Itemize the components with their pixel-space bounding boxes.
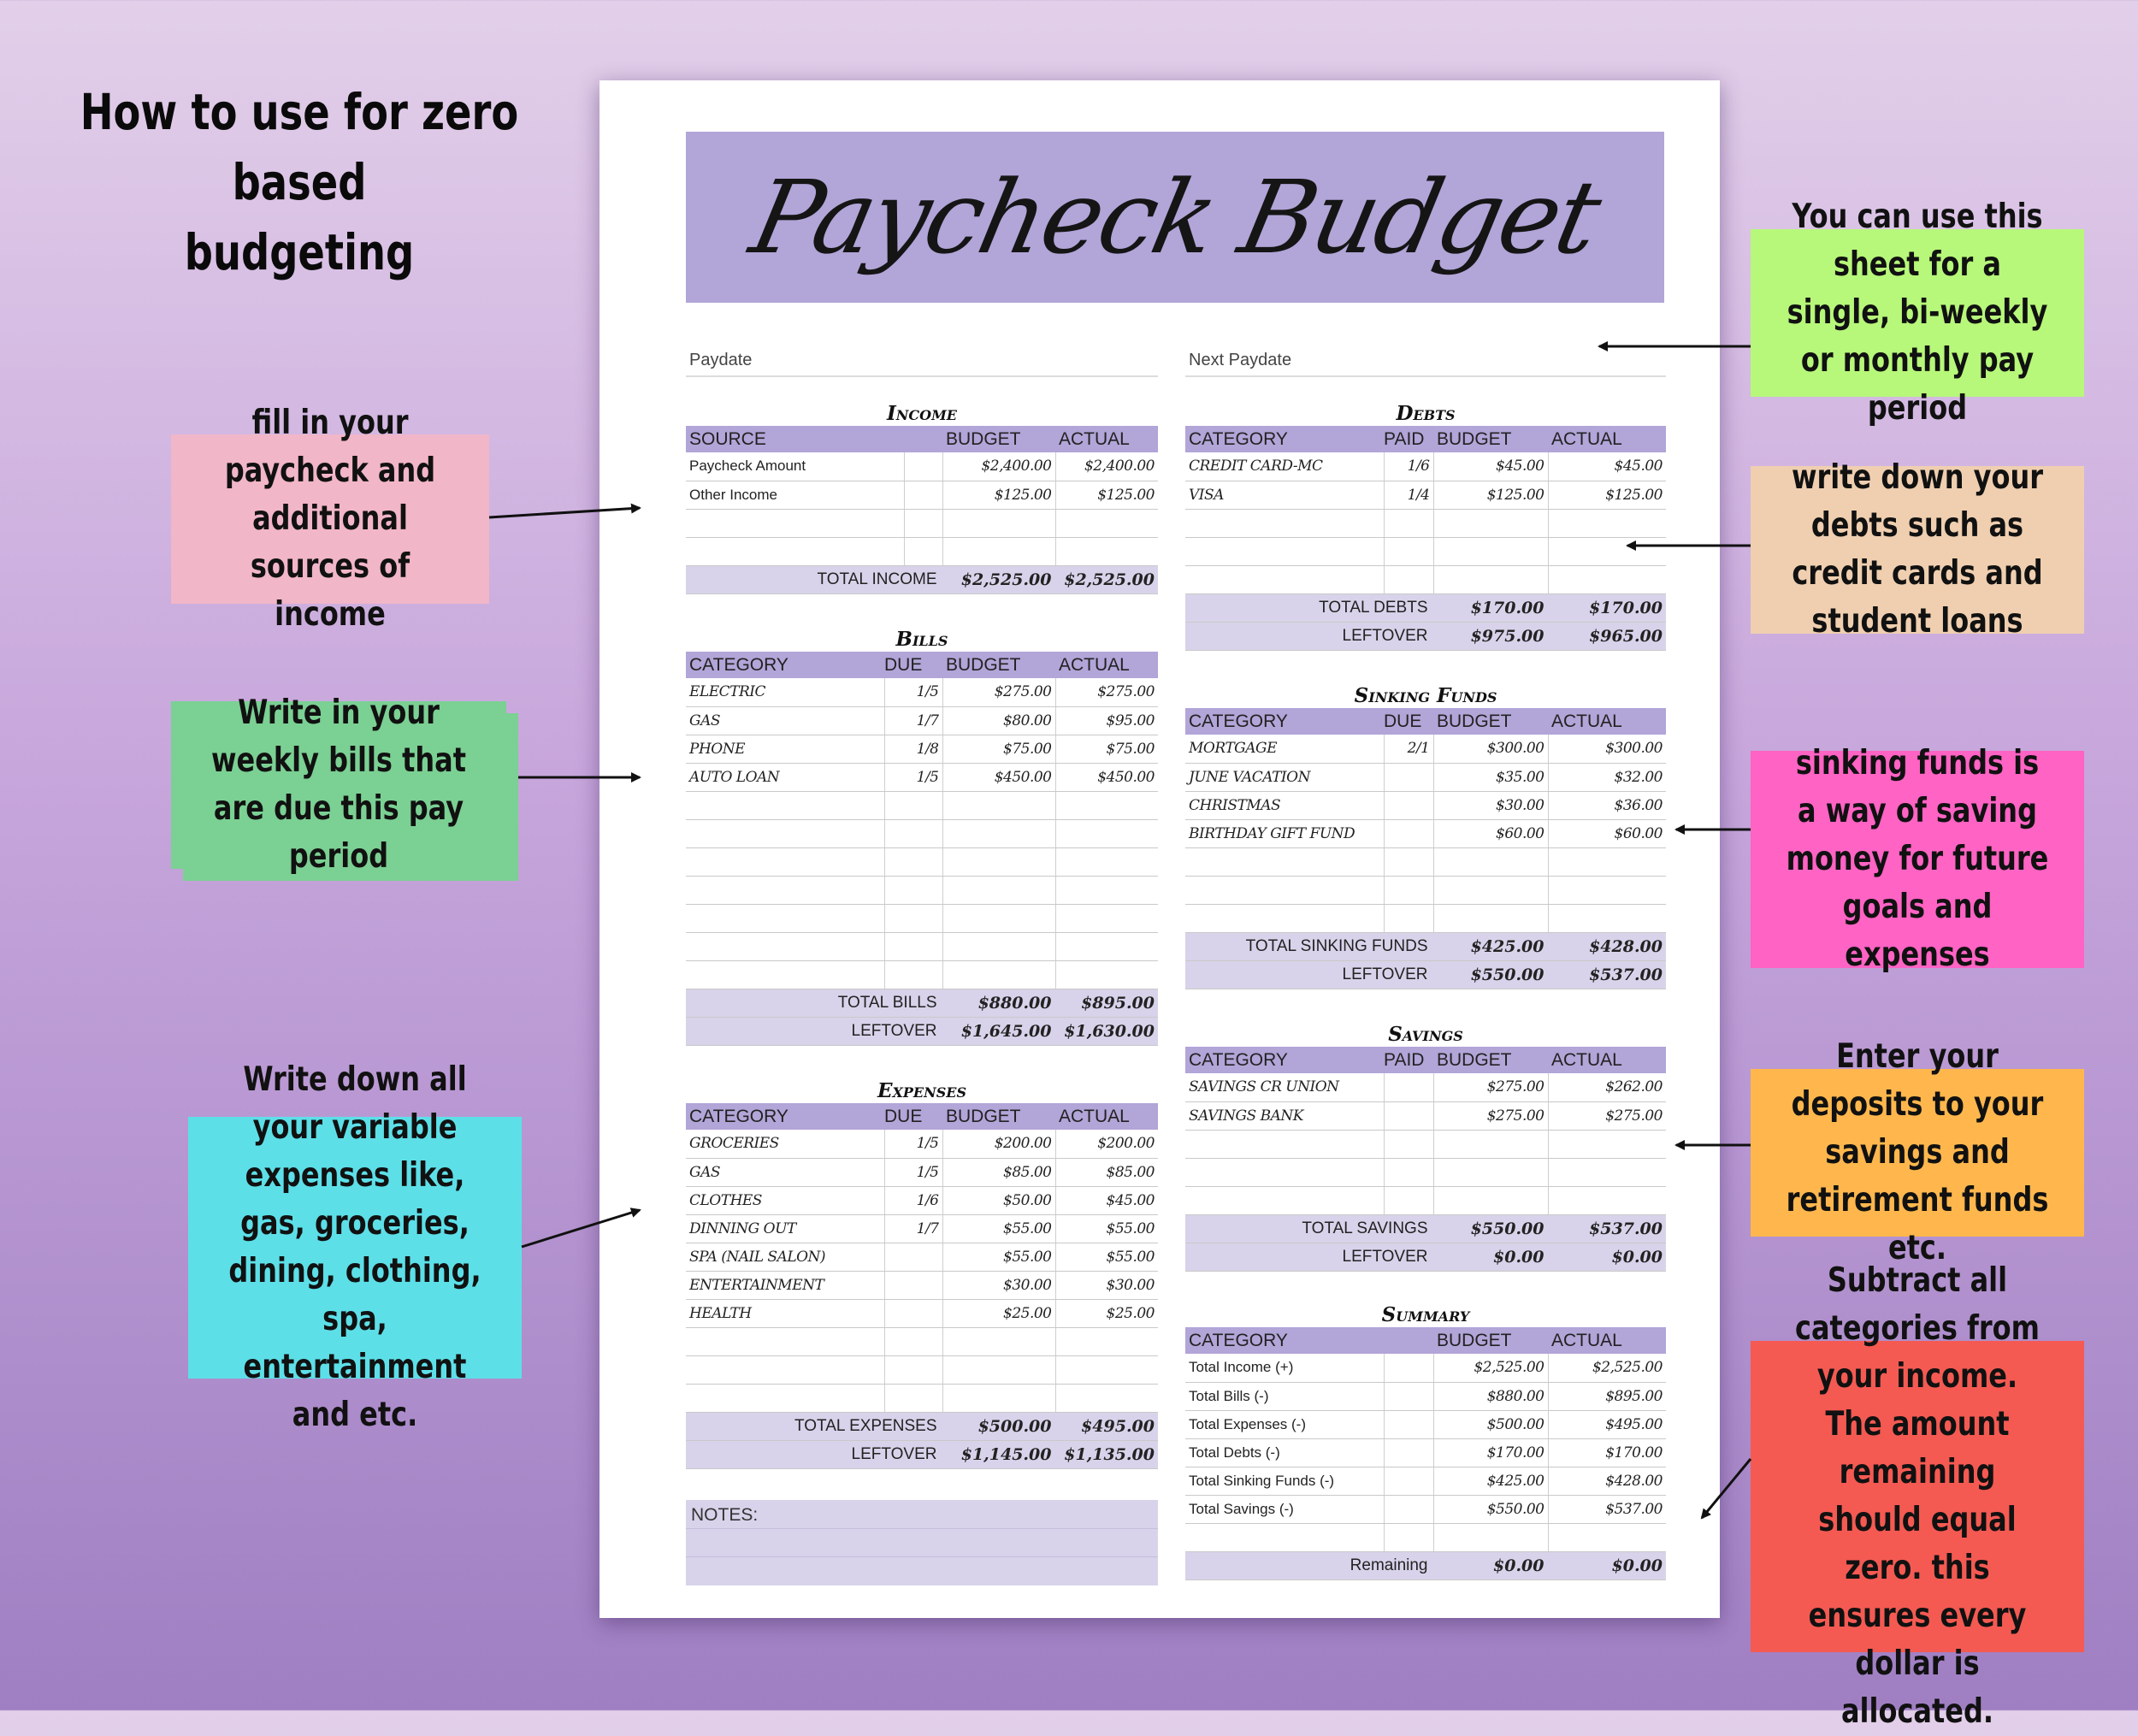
table-cell[interactable]: $45.00 (1055, 1186, 1158, 1214)
column-header: CATEGORY (686, 652, 884, 678)
table-cell[interactable]: $50.00 (942, 1186, 1055, 1214)
total-value: $500.00 (942, 1412, 1055, 1440)
total-label: LEFTOVER (1185, 622, 1433, 650)
column-header: CATEGORY (1185, 708, 1384, 735)
total-value: $880.00 (942, 989, 1055, 1017)
table-cell[interactable]: $500.00 (1433, 1410, 1548, 1438)
total-value: $170.00 (1433, 593, 1548, 622)
column-header: DUE (1384, 708, 1433, 735)
table-cell[interactable]: 1/7 (884, 1214, 942, 1243)
column-header: BUDGET (1433, 1327, 1548, 1354)
total-value: $1,645.00 (942, 1017, 1055, 1045)
table-cell[interactable]: MORTGAGE (1185, 735, 1384, 763)
heading-line-1: How to use for zero based (80, 83, 519, 211)
table-cell[interactable]: VISA (1185, 481, 1384, 509)
column-header: BUDGET (942, 426, 1055, 452)
column-header: DUE (884, 652, 942, 678)
table-cell[interactable]: 1/5 (884, 763, 942, 791)
table-cell[interactable]: BIRTHDAY GIFT FUND (1185, 819, 1384, 847)
total-value: $1,630.00 (1055, 1017, 1158, 1045)
total-value: $0.00 (1433, 1551, 1548, 1580)
column-header: BUDGET (942, 1103, 1055, 1130)
paydate-field[interactable]: Paydate (686, 351, 1158, 377)
total-value: $965.00 (1548, 622, 1666, 650)
table-cell[interactable]: SAVINGS CR UNION (1185, 1073, 1384, 1101)
total-value: $550.00 (1433, 960, 1548, 989)
arrow-expenses (522, 1210, 640, 1247)
total-label: TOTAL BILLS (686, 989, 942, 1017)
total-value: $975.00 (1433, 622, 1548, 650)
table-cell[interactable]: SPA (NAIL SALON) (686, 1243, 884, 1271)
table-cell[interactable]: $2,525.00 (1548, 1354, 1666, 1382)
total-value: $2,525.00 (942, 565, 1055, 593)
table-cell[interactable]: $25.00 (1055, 1299, 1158, 1327)
table-cell[interactable]: $495.00 (1548, 1410, 1666, 1438)
total-value: $170.00 (1548, 593, 1666, 622)
savings-title: Savings (1388, 1023, 1463, 1046)
notes-label: NOTES: (691, 1505, 759, 1525)
table-cell[interactable]: $55.00 (942, 1243, 1055, 1271)
column-header: PAID (1384, 1047, 1433, 1073)
table-cell[interactable]: 1/4 (1384, 481, 1433, 509)
table-cell[interactable]: $55.00 (1055, 1214, 1158, 1243)
table-cell[interactable]: CHRISTMAS (1185, 791, 1384, 819)
total-label: TOTAL EXPENSES (686, 1412, 942, 1440)
table-cell[interactable]: 1/6 (884, 1186, 942, 1214)
table-cell[interactable]: $30.00 (942, 1271, 1055, 1299)
table-cell[interactable]: $125.00 (1433, 481, 1548, 509)
note-savings: Enter your deposits to your savings and retirement funds etc. (1751, 1069, 2084, 1237)
table-cell[interactable]: $125.00 (942, 481, 1055, 509)
table-cell[interactable]: $60.00 (1433, 819, 1548, 847)
total-value: $537.00 (1548, 1214, 1666, 1243)
total-value: $425.00 (1433, 932, 1548, 960)
table-cell[interactable]: $200.00 (1055, 1130, 1158, 1158)
table-cell[interactable]: GAS (686, 706, 884, 735)
table-cell[interactable]: $262.00 (1548, 1073, 1666, 1101)
table-cell[interactable]: $36.00 (1548, 791, 1666, 819)
note-income: fill in your paycheck and additional sources of income (171, 434, 489, 604)
table-cell[interactable]: SAVINGS BANK (1185, 1101, 1384, 1130)
table-cell[interactable]: JUNE VACATION (1185, 763, 1384, 791)
table-cell[interactable]: $170.00 (1548, 1438, 1666, 1467)
total-label: LEFTOVER (686, 1017, 942, 1045)
table-cell[interactable]: $30.00 (1055, 1271, 1158, 1299)
table-cell[interactable]: Total Savings (-) (1185, 1495, 1384, 1523)
table-cell[interactable]: ENTERTAINMENT (686, 1271, 884, 1299)
table-cell[interactable]: DINNING OUT (686, 1214, 884, 1243)
table-cell[interactable]: 1/7 (884, 706, 942, 735)
total-value: $495.00 (1055, 1412, 1158, 1440)
table-cell[interactable]: GROCERIES (686, 1130, 884, 1158)
summary-title: Summary (1381, 1303, 1470, 1326)
table-cell[interactable]: Total Income (+) (1185, 1354, 1384, 1382)
table-cell[interactable]: ELECTRIC (686, 678, 884, 706)
note-sinking-funds: sinking funds is a way of saving money for future goals and expenses (1751, 751, 2084, 968)
table-cell[interactable]: $2,400.00 (942, 452, 1055, 481)
next-paydate-field[interactable]: Next Paydate (1185, 351, 1666, 377)
table-cell[interactable]: Paycheck Amount (686, 452, 904, 481)
table-cell[interactable]: $125.00 (1548, 481, 1666, 509)
total-value: $428.00 (1548, 932, 1666, 960)
table-cell[interactable]: 1/5 (884, 678, 942, 706)
total-label: TOTAL SINKING FUNDS (1185, 932, 1433, 960)
total-value: $1,135.00 (1055, 1440, 1158, 1468)
column-header: BUDGET (1433, 426, 1548, 452)
total-label: LEFTOVER (1185, 1243, 1433, 1271)
table-cell[interactable]: $45.00 (1433, 452, 1548, 481)
note-expenses: Write down all your variable expenses like, gas, groceries, dining, clothing, spa, entertainment and etc. (188, 1117, 522, 1379)
table-cell[interactable]: Total Sinking Funds (-) (1185, 1467, 1384, 1495)
total-label: LEFTOVER (1185, 960, 1433, 989)
table-cell[interactable]: $45.00 (1548, 452, 1666, 481)
total-value: $1,145.00 (942, 1440, 1055, 1468)
table-cell[interactable]: Total Debts (-) (1185, 1438, 1384, 1467)
total-label: TOTAL INCOME (686, 565, 942, 593)
table-cell[interactable]: 1/8 (884, 735, 942, 763)
column-header: BUDGET (1433, 708, 1548, 735)
table-cell[interactable]: $60.00 (1548, 819, 1666, 847)
table-cell[interactable]: $275.00 (1433, 1101, 1548, 1130)
table-cell[interactable]: 2/1 (1384, 735, 1433, 763)
column-header: BUDGET (1433, 1047, 1548, 1073)
table-cell[interactable]: $55.00 (1055, 1243, 1158, 1271)
income-title: Income (887, 402, 957, 425)
column-header: CATEGORY (686, 1103, 884, 1130)
total-value: $0.00 (1433, 1243, 1548, 1271)
table-cell[interactable]: $275.00 (942, 678, 1055, 706)
table-cell[interactable]: $200.00 (942, 1130, 1055, 1158)
table-cell[interactable]: $75.00 (942, 735, 1055, 763)
table-cell[interactable]: PHONE (686, 735, 884, 763)
column-header: BUDGET (942, 652, 1055, 678)
total-label: LEFTOVER (686, 1440, 942, 1468)
column-header: ACTUAL (1548, 708, 1666, 735)
table-cell[interactable]: Other Income (686, 481, 904, 509)
table-cell[interactable]: 1/5 (884, 1130, 942, 1158)
table-cell[interactable]: $450.00 (942, 763, 1055, 791)
table-cell[interactable]: $450.00 (1055, 763, 1158, 791)
table-cell[interactable]: $895.00 (1548, 1382, 1666, 1410)
table-cell[interactable]: $550.00 (1433, 1495, 1548, 1523)
heading-line-2: budgeting (184, 223, 415, 281)
bills-title: Bills (895, 628, 948, 651)
table-cell[interactable]: CLOTHES (686, 1186, 884, 1214)
sheet-title: Paycheck Budget (741, 158, 1609, 276)
table-cell[interactable]: $55.00 (942, 1214, 1055, 1243)
table-cell[interactable]: $75.00 (1055, 735, 1158, 763)
table-cell[interactable]: $35.00 (1433, 763, 1548, 791)
table-cell[interactable]: Total Expenses (-) (1185, 1410, 1384, 1438)
table-cell[interactable]: $537.00 (1548, 1495, 1666, 1523)
table-cell[interactable]: 1/5 (884, 1158, 942, 1186)
total-value: $0.00 (1548, 1551, 1666, 1580)
table-cell[interactable]: $80.00 (942, 706, 1055, 735)
column-header: ACTUAL (1055, 1103, 1158, 1130)
sinking-title: Sinking Funds (1354, 684, 1497, 707)
note-debts: write down your debts such as credit cards and student loans (1751, 466, 2084, 634)
column-header: CATEGORY (1185, 1047, 1384, 1073)
table-cell[interactable]: $275.00 (1548, 1101, 1666, 1130)
table-cell[interactable]: $85.00 (942, 1158, 1055, 1186)
table-cell[interactable]: $25.00 (942, 1299, 1055, 1327)
column-header: ACTUAL (1548, 1327, 1666, 1354)
table-cell[interactable]: $300.00 (1548, 735, 1666, 763)
total-value: $2,525.00 (1055, 565, 1158, 593)
table-cell[interactable]: $125.00 (1055, 481, 1158, 509)
table-cell[interactable]: $275.00 (1433, 1073, 1548, 1101)
table-cell[interactable]: $425.00 (1433, 1467, 1548, 1495)
column-header: CATEGORY (1185, 426, 1384, 452)
table-cell[interactable]: $30.00 (1433, 791, 1548, 819)
total-value: $550.00 (1433, 1214, 1548, 1243)
total-label: TOTAL SAVINGS (1185, 1214, 1433, 1243)
total-value: $895.00 (1055, 989, 1158, 1017)
table-cell[interactable]: AUTO LOAN (686, 763, 884, 791)
arrow-summary (1702, 1459, 1751, 1518)
total-label: TOTAL DEBTS (1185, 593, 1433, 622)
table-cell[interactable]: $85.00 (1055, 1158, 1158, 1186)
debts-title: Debts (1396, 402, 1456, 425)
table-cell[interactable]: 1/6 (1384, 452, 1433, 481)
table-cell[interactable]: GAS (686, 1158, 884, 1186)
arrow-income (489, 508, 640, 517)
column-header: DUE (884, 1103, 942, 1130)
table-cell[interactable]: $2,525.00 (1433, 1354, 1548, 1382)
table-cell[interactable]: Total Bills (-) (1185, 1382, 1384, 1410)
table-cell[interactable]: $275.00 (1055, 678, 1158, 706)
column-header: ACTUAL (1548, 426, 1666, 452)
note-bills: Write in your weekly bills that are due this pay period (171, 701, 506, 869)
expenses-title: Expenses (877, 1079, 967, 1102)
table-cell[interactable]: $2,400.00 (1055, 452, 1158, 481)
total-value: $0.00 (1548, 1243, 1666, 1271)
column-header: ACTUAL (1548, 1047, 1666, 1073)
table-cell[interactable]: $170.00 (1433, 1438, 1548, 1467)
column-header: CATEGORY (1185, 1327, 1384, 1354)
total-label: Remaining (1185, 1551, 1433, 1580)
total-value: $537.00 (1548, 960, 1666, 989)
table-cell[interactable]: $32.00 (1548, 763, 1666, 791)
column-header: SOURCE (686, 426, 904, 452)
table-cell[interactable]: $428.00 (1548, 1467, 1666, 1495)
note-pay-period: You can use this sheet for a single, bi-weekly or monthly pay period (1751, 229, 2084, 397)
column-header: ACTUAL (1055, 652, 1158, 678)
table-cell[interactable]: $95.00 (1055, 706, 1158, 735)
column-header: PAID (1384, 426, 1433, 452)
table-cell[interactable]: $880.00 (1433, 1382, 1548, 1410)
table-cell[interactable]: CREDIT CARD-MC (1185, 452, 1384, 481)
table-cell[interactable]: HEALTH (686, 1299, 884, 1327)
column-header: ACTUAL (1055, 426, 1158, 452)
note-summary: Subtract all categories from your income. The amount remaining should equal zero. this ensures every dollar is allocated. (1751, 1341, 2084, 1652)
table-cell[interactable]: $300.00 (1433, 735, 1548, 763)
